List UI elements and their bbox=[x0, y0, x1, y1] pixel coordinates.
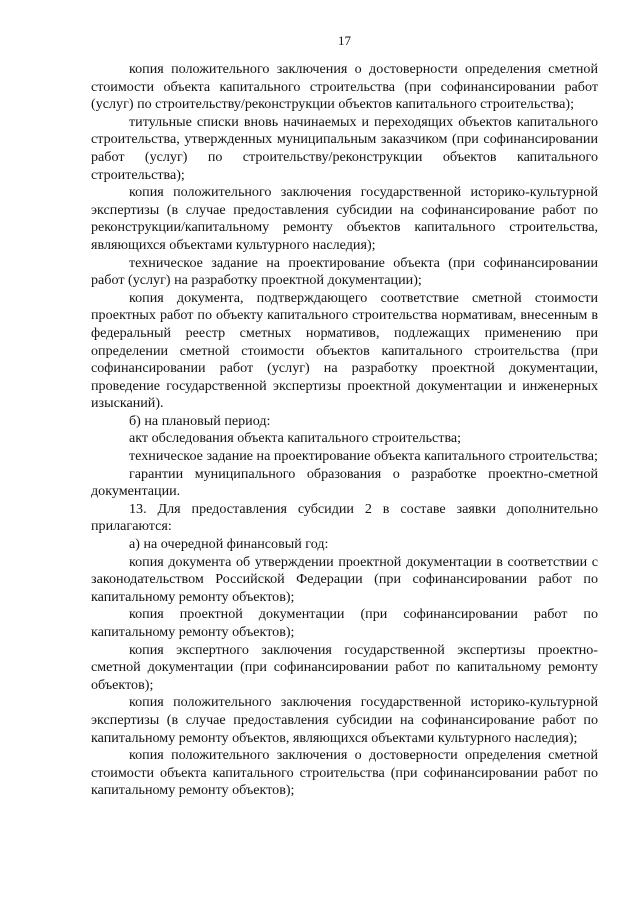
paragraph: 13. Для предоставления субсидии 2 в составе заявки дополнительно прилагаются: bbox=[91, 500, 598, 535]
paragraph: копия положительного заключения о достоверности определения сметной стоимости объекта капитального строительства (при софинансировании работ по капитальному ремонту объектов); bbox=[91, 747, 598, 799]
paragraph: техническое задание на проектирование объекта (при софинансировании работ (услуг) на разработку проектной документации); bbox=[91, 254, 598, 289]
paragraph: копия документа, подтверждающего соответствие сметной стоимости проектных работ по объекту капитального строительства нормативам, внесенным в федеральный реестр сметных нормативов, подлежащих применению при определении сметной стоимости объектов капитального строительства (при софинансировании работ (услуг) на разработку проектной документации, проведение государственной экспертизы проектной документации и инженерных изысканий). bbox=[91, 289, 598, 412]
paragraph: техническое задание на проектирование объекта капитального строительства; bbox=[129, 448, 598, 465]
paragraph: копия проектной документации (при софинансировании работ по капитальному ремонту объектов); bbox=[91, 606, 598, 640]
paragraph: титульные списки вновь начинаемых и переходящих объектов капитального строительства, утвержденных муниципальным заказчиком (при софинансировании работ (услуг) по строительству/реконструкции объектов капитального строительства); bbox=[91, 113, 598, 183]
paragraph: б) на плановый период: bbox=[129, 412, 271, 429]
paragraph: гарантии муниципального образования о разработке проектно-сметной документации. bbox=[91, 465, 598, 500]
paragraph: копия положительного заключения о достоверности определения сметной стоимости объекта капитального строительства (при софинансировании работ (услуг) по строительству/реконструкции объектов капитального строительства); bbox=[91, 61, 598, 113]
paragraph: акт обследования объекта капитального строительства; bbox=[129, 430, 462, 447]
paragraph: копия документа об утверждении проектной документации в соответствии с законодательством Российской Федерации (при софинансировании работ по капитальному ремонту объектов); bbox=[91, 553, 598, 605]
paragraph: а) на очередной финансовый год: bbox=[129, 536, 329, 553]
page-number: 17 bbox=[338, 33, 351, 48]
paragraph: копия положительного заключения государственной историко-культурной экспертизы (в случае предоставления субсидии на софинансирование работ по реконструкции/капитальному ремонту объектов капитального строительства, являющихся объектами культурного наследия); bbox=[91, 184, 598, 253]
paragraph: копия положительного заключения государственной историко-культурной экспертизы (в случае предоставления субсидии на софинансирование работ по капитальному ремонту объектов, являющихся объектами культурного наследия); bbox=[91, 694, 598, 746]
paragraph: копия экспертного заключения государственной экспертизы проектно-сметной документации (при софинансировании работ по капитальному ремонту объектов); bbox=[91, 641, 598, 693]
